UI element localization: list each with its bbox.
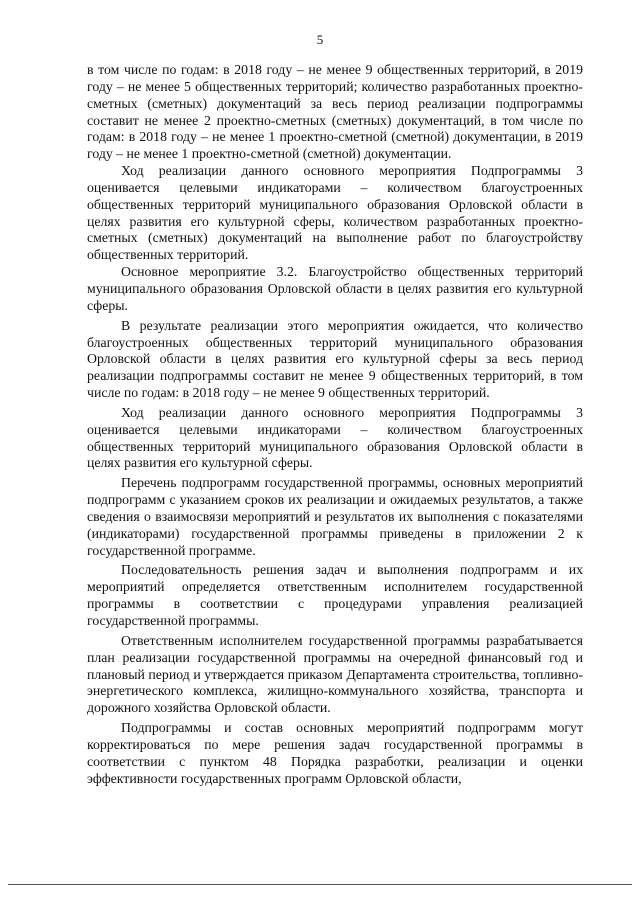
- paragraph: Подпрограммы и состав основных мероприятий подпрограмм могут корректироваться по мере решения задач государственной программы в соответствии с пунктом 48 Порядка разработки, реализации и оценки эффективности государственных программ Орловской области,: [87, 720, 583, 786]
- paragraph: Основное мероприятие 3.2. Благоустройство общественных территорий муниципального образования Орловской области в целях развития его культурной сферы.: [87, 264, 583, 313]
- page-number: 5: [316, 32, 324, 47]
- document-body: [87, 62, 583, 787]
- paragraph: В результате реализации этого мероприятия ожидается, что количество благоустроенных общественных территорий муниципального образования Орловской области в целях развития его культурной сферы за весь период реализации подпрограммы составит не менее 9 общественных территорий, в том числе по годам: в 2018 году – не менее 9 общественных территорий.: [87, 317, 583, 401]
- paragraph: Последовательность решения задач и выполнения подпрограмм и их мероприятий определяется ответственным исполнителем государственной программы в соответствии с процедурами управления реализацией государственной программы.: [87, 562, 583, 628]
- scan-edge-line: [8, 884, 632, 885]
- paragraph: Ответственным исполнителем государственной программы разрабатывается план реализации государственной программы на очередной финансовый год и плановый период и утверждается приказом Департамента строительства, топливно-энергетического комплекса, жилищно-коммунального хозяйства, транспорта и дорожного хозяйства Орловской области.: [87, 632, 583, 716]
- paragraph: Перечень подпрограмм государственной программы, основных мероприятий подпрограмм с указанием сроков их реализации и ожидаемых результатов, а также сведения о взаимосвязи мероприятий и результатов их выполнения с показателями (индикаторами) государственной программы приведены в приложении 2 к государственной программе.: [87, 475, 583, 558]
- paragraph: Ход реализации данного основного мероприятия Подпрограммы 3 оценивается целевыми индикаторами – количеством благоустроенных общественных территорий муниципального образования Орловской области в целях развития его культурной сферы.: [87, 404, 583, 471]
- paragraph: в том числе по годам: в 2018 году – не менее 9 общественных территорий, в 2019 году – не менее 5 общественных территорий; количество разработанных проектно-сметных (сметных) документаций за весь период реализации подпрограммы составит не менее 2 проектно-сметных (сметных) документаций, в том числе по годам: в 2018 году – не менее 1 проектно-сметной (сметной) документации, в 2019 году – не менее 1 проектно-сметной (сметной) документации.: [87, 62, 583, 162]
- paragraph: Ход реализации данного основного мероприятия Подпрограммы 3 оценивается целевыми индикаторами – количеством благоустроенных общественных территорий муниципального образования Орловской области в целях развития его культурной сферы, количеством разработанных проектно-сметных (сметных) документаций на выполнение работ по благоустройству общественных территорий.: [87, 163, 583, 263]
